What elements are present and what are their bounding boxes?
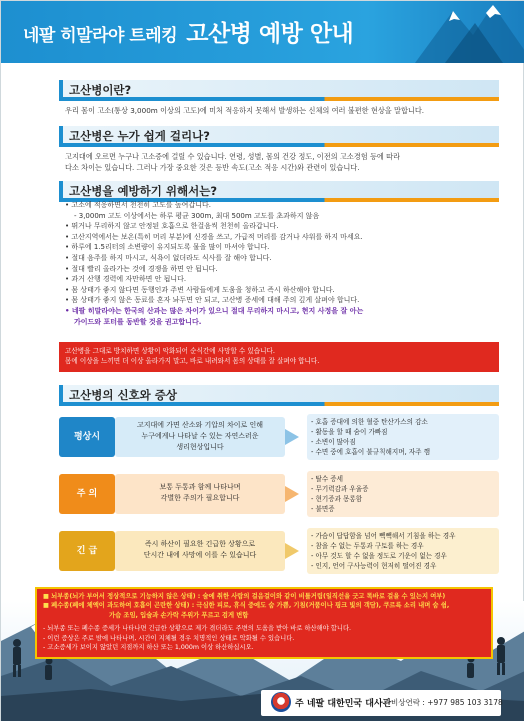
symptom-item: - 호흡 증대에 의한 혈중 탄산가스의 감소 — [311, 418, 428, 426]
section-heading-text: 고산병이란? — [69, 83, 132, 97]
symptom-description — [115, 417, 285, 457]
symptom-tag: 주 의 — [59, 474, 115, 514]
description-line: 즉시 하산이 필요한 긴급한 상황으로 — [144, 540, 256, 548]
symptom-item: - 참을 수 없는 두통과 구토를 하는 경우 — [311, 542, 424, 550]
symptom-item: - 활동을 할 때 숨이 가빠짐 — [311, 428, 388, 436]
list-item: • 고산지역에서는 보온(특히 머리 부분)에 신경을 쓰고, 가급적 머리를 감거나 샤워를 하지 마세요. — [65, 232, 363, 241]
section-who-text — [65, 151, 495, 173]
alert-line: - 뇌부종 또는 폐수종 증세가 나타나면 긴급한 상황으로 제가 겪더라도 주변의 도움을 받아 바로 하산해야 합니다. — [43, 625, 352, 633]
embassy-emblem-icon — [271, 692, 291, 712]
arrow-right-icon — [285, 486, 299, 502]
title-main: 고산병 예방 안내 — [186, 21, 354, 47]
description-line: 각별한 주의가 필요합니다 — [160, 494, 240, 502]
page-title — [23, 15, 353, 48]
arrow-right-icon — [285, 543, 299, 559]
symptom-item: - 가슴이 답답함을 넘어 빽빽해서 기침을 하는 경우 — [311, 532, 456, 540]
section-heading-text: 고산병의 신호와 증상 — [69, 388, 177, 402]
symptom-description — [115, 474, 285, 514]
warning-line: 몸에 이상을 느끼면 더 이상 올라가지 말고, 바로 내려와서 몸의 상태를 잘 살펴야 합니다. — [65, 357, 320, 365]
symptom-list — [307, 528, 499, 574]
section-heading-text: 고산병을 예방하기 위해서는? — [69, 184, 217, 198]
alert-line: 가슴 조임, 입술과 손가락 주위가 푸르고 검게 변함 — [109, 611, 249, 619]
symptom-item: - 인지, 언어 구사능력이 현저히 떨어진 경우 — [311, 562, 437, 570]
description-line: 누구에게나 나타날 수 있는 자연스러운 — [141, 432, 259, 440]
symptom-description — [115, 531, 285, 571]
description-line: 생리현상입니다 — [176, 443, 224, 451]
list-item: • 몸 상태가 좋지 않다면 동행인과 주변 사람들에게 도움을 청하고 즉시 하산해야 합니다. — [65, 285, 335, 294]
symptom-row-normal — [59, 414, 499, 460]
emergency-phone[interactable]: 비상연락 : +977 985 103 3178 — [391, 698, 503, 707]
arrow-right-icon — [285, 429, 299, 445]
title-prefix: 네팔 히말라야 트레킹 — [23, 26, 178, 46]
section-prevent-heading — [59, 181, 499, 202]
section-who-heading — [59, 126, 499, 147]
warning-line: 고산병을 그대로 방치하면 상황이 악화되어 순식간에 사망할 수 있습니다. — [65, 347, 275, 355]
alert-line: - 고소증세가 보이지 않았던 지점까지 하산 또는 1,000m 이상 하산하십시오. — [43, 644, 254, 652]
symptom-item: - 현기증과 몽롱함 — [311, 495, 363, 503]
list-item: • 절대 빨리 올라가는 것에 경쟁을 하면 안 됩니다. — [65, 264, 218, 273]
embassy-name: 주 네팔 대한민국 대사관 — [295, 699, 392, 709]
paragraph-line: 다소 차이는 있습니다. 그러나 가장 중요한 것은 등반 속도(고소 적응 시간)와 관련이 있습니다. — [65, 163, 360, 172]
symptom-tag: 평상시 — [59, 417, 115, 457]
symptom-item: - 소변이 많아짐 — [311, 438, 356, 446]
section-what-heading — [59, 80, 499, 101]
list-item-highlight: 가이드와 포터를 동반할 것을 권고합니다. — [74, 317, 202, 326]
list-item: • 하루에 1.5리터의 소변량이 유지되도록 물을 많이 마셔야 합니다. — [65, 243, 270, 252]
section-what-text: 우리 몸이 고소(통상 3,000m 이상의 고도)에 미처 적응하지 못해서 발생하는 신체의 여러 불편한 현상을 말합니다. — [65, 106, 425, 115]
symptom-item: - 수면 중에 호흡이 불규칙해지며, 자주 깸 — [311, 448, 430, 456]
alert-line: ■ 뇌부종(뇌가 부어서 정상적으로 기능하지 않은 상태) : 술에 취한 사람의 걸음걸이와 같이 비틀거림(일직선을 긋고 똑바로 걸을 수 있는지 여부) — [43, 593, 446, 600]
description-line: 고지대에 가면 산소와 기압의 차이로 인해 — [136, 421, 264, 429]
symptom-row-caution — [59, 471, 499, 517]
list-item: • 과거 산행 경력에 자만하면 안 됩니다. — [65, 275, 187, 284]
list-item: • 고소에 적응하면서 천천히 고도를 높여갑니다. — [65, 201, 211, 209]
list-item: • 절대 음주를 하지 마시고, 식욕이 없더라도 식사를 잘 해야 합니다. — [65, 253, 272, 262]
symptom-tag: 긴 급 — [59, 531, 115, 571]
list-item-highlight: • 네팔 히말라야는 한국의 산과는 많은 차이가 있으니 절대 무리하지 마시고, 현지 사정을 잘 아는 — [65, 306, 364, 315]
mountain-illustration-icon — [415, 1, 524, 63]
symptom-row-urgent — [59, 528, 499, 574]
list-item: • 몸 상태가 좋지 않은 동료를 혼자 놔두면 안 되고, 고산병 증세에 대해 주의 깊게 살펴야 합니다. — [65, 296, 360, 305]
symptom-item: - 무기력감과 우울증 — [311, 485, 369, 493]
symptom-list — [307, 471, 499, 517]
emergency-alert-box — [35, 587, 493, 659]
section-symptoms-heading — [59, 385, 499, 406]
symptom-item: - 탈수 증세 — [311, 475, 344, 483]
heading-underline — [63, 97, 499, 101]
symptom-item: - 불면증 — [311, 505, 335, 513]
prevention-list — [65, 200, 495, 327]
paragraph-line: 고지대에 오르면 누구나 고소증에 걸릴 수 있습니다. 연령, 성별, 몸의 건강 정도, 이전의 고소경험 등에 따라 — [65, 152, 401, 161]
description-line: 보통 두통과 함께 나타나며 — [159, 483, 241, 491]
list-item: • 뛰거나 무리하지 않고 안정된 호흡으로 한걸음씩 천천히 올라갑니다. — [65, 222, 279, 231]
description-line: 단시간 내에 사망에 이를 수 있습니다 — [143, 551, 257, 559]
symptom-item: - 아무 것도 할 수 없을 정도로 기운이 없는 경우 — [311, 552, 447, 560]
list-item: - 3,000m 고도 이상에서는 하루 평균 300m, 최대 500m 고도를 초과하지 않음 — [74, 211, 320, 220]
heading-underline — [63, 143, 499, 147]
alert-line: ■ 폐수종(폐에 체액이 과도하여 호흡이 곤란한 상태) : 극심한 피로, 휴식 중에도 숨 가쁨, 기침(거품이나 핑크 빛의 객담), 쿠르륵 소리 내며 숨 쉼, — [43, 602, 450, 610]
alert-line: - 이런 증상은 주로 밤에 나타나며, 시간이 지체될 경우 치명적인 상태로 악화될 수 있습니다. — [43, 634, 295, 642]
header-banner — [1, 1, 524, 63]
warning-box — [59, 342, 499, 372]
heading-underline — [63, 402, 499, 406]
symptom-list — [307, 414, 499, 460]
section-heading-text: 고산병은 누가 쉽게 걸리나? — [69, 129, 210, 143]
